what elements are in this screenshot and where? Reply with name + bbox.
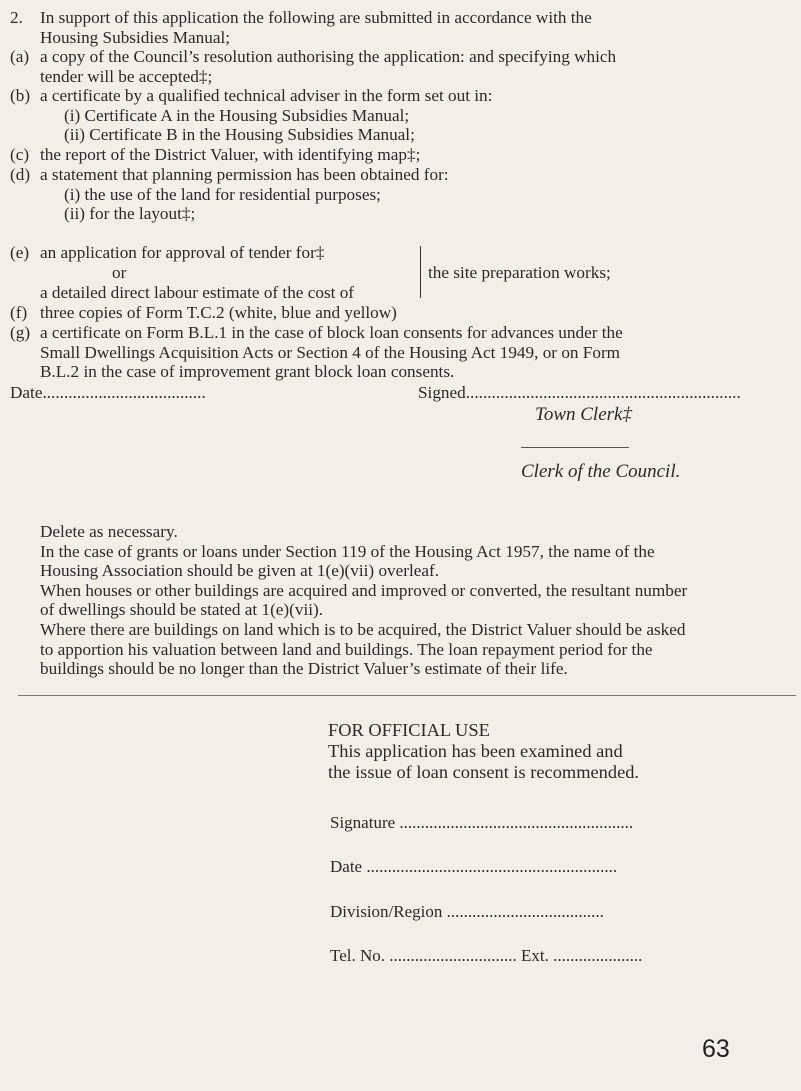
- item-label-c: (c): [10, 145, 30, 164]
- official-division-dots: .....................................: [446, 902, 604, 921]
- item-g-line: a certificate on Form B.L.1 in the case of block loan consents for advances under the: [40, 323, 623, 342]
- item-label-f: (f): [10, 303, 28, 322]
- note-line: Housing Association should be given at 1(e)(vii) overleaf.: [40, 561, 440, 581]
- town-clerk: Town Clerk‡: [535, 404, 632, 425]
- note-line: to apportion his valuation between land and buildings. The loan repayment period for the: [40, 639, 653, 659]
- signed-label: Signed: [418, 383, 466, 402]
- item-a-line: a copy of the Council’s resolution authorising the application: and specifying which: [40, 47, 617, 66]
- item-label-b: (b): [10, 86, 31, 105]
- official-tel-label: Tel. No.: [330, 946, 385, 965]
- item-e-line3-text: a detailed direct labour estimate of the cost of: [40, 283, 355, 302]
- signed-field: [418, 383, 741, 403]
- signed-dots: ................................................................: [465, 383, 741, 402]
- item-label-e: (e): [10, 243, 30, 262]
- notes: [40, 522, 795, 679]
- item-f: [40, 303, 783, 323]
- official-signature-label: Signature: [330, 813, 396, 832]
- date-field: [10, 383, 206, 403]
- item-g: [40, 323, 783, 382]
- item-f-line: three copies of Form T.C.2 (white, blue and yellow): [40, 303, 397, 322]
- official-heading: FOR OFFICIAL USE: [328, 720, 490, 740]
- clerk-of-council: Clerk of the Council.: [521, 461, 681, 482]
- official-text-line: the issue of loan consent is recommended.: [328, 762, 640, 782]
- signature-rule: [521, 447, 629, 448]
- note-line: In the case of grants or loans under Section 119 of the Housing Act 1957, the name of the: [40, 541, 655, 561]
- note-line: buildings should be no longer than the District Valuer’s estimate of their life.: [40, 659, 568, 679]
- item-e-brace-text: the site preparation works;: [428, 263, 611, 282]
- official-date-label: Date: [330, 857, 363, 876]
- official-ext-label: Ext.: [521, 946, 549, 965]
- item-a: [40, 47, 783, 86]
- official-division-field: [330, 902, 604, 922]
- official-use-block: [328, 720, 788, 783]
- item-e-line1: an application for approval of tender for‡: [40, 243, 325, 262]
- item-d: [40, 165, 783, 224]
- item-d-line: a statement that planning permission has been obtained for:: [40, 165, 449, 184]
- official-division-label: Division/Region: [330, 902, 443, 921]
- item-b-sub: (i) Certificate A in the Housing Subsidies Manual;: [64, 105, 410, 125]
- official-tel-field: [330, 946, 642, 966]
- separator-rule: [18, 695, 796, 696]
- item-g-line: Small Dwellings Acquisition Acts or Section 4 of the Housing Act 1949, or on Form: [40, 342, 621, 362]
- official-date-field: [330, 857, 617, 877]
- item-c: [40, 145, 783, 165]
- item-a-line: tender will be accepted‡;: [40, 66, 213, 86]
- official-text-line: This application has been examined and: [328, 741, 623, 761]
- note-line: Where there are buildings on land which is to be acquired, the District Valuer should be asked: [40, 619, 686, 639]
- date-label: Date: [10, 383, 43, 402]
- page-number: 63: [702, 1035, 730, 1063]
- item-label-g: (g): [10, 323, 31, 342]
- item-g-line: B.L.2 in the case of improvement grant block loan consents.: [40, 362, 455, 382]
- item-d-sub: (ii) for the layout‡;: [64, 204, 196, 224]
- note-line: of dwellings should be stated at 1(e)(vii).: [40, 600, 324, 620]
- intro-line: Housing Subsidies Manual;: [40, 27, 231, 47]
- item-c-line: the report of the District Valuer, with identifying map‡;: [40, 145, 421, 164]
- item-b-sub: (ii) Certificate B in the Housing Subsidies Manual;: [64, 125, 415, 145]
- item-d-sub: (i) the use of the land for residential purposes;: [64, 184, 381, 204]
- official-date-dots: ...........................................................: [366, 857, 618, 876]
- official-signature-dots: .......................................................: [399, 813, 634, 832]
- official-ext-dots: .....................: [553, 946, 643, 965]
- item-e: [40, 243, 783, 263]
- item-label-d: (d): [10, 165, 31, 184]
- date-dots: ......................................: [42, 383, 206, 402]
- official-tel-dots: ..............................: [389, 946, 517, 965]
- item-b: [40, 86, 783, 145]
- item-b-line: a certificate by a qualified technical adviser in the form set out in:: [40, 86, 493, 105]
- official-signature-field: [330, 813, 633, 833]
- intro-line: In support of this application the following are submitted in accordance with the: [40, 8, 592, 27]
- item-e-line3: [40, 283, 783, 303]
- item-label-a: (a): [10, 47, 30, 66]
- note-line: Delete as necessary.: [40, 522, 178, 541]
- section-intro: [40, 8, 783, 47]
- section-number: 2.: [10, 8, 23, 27]
- item-e-or: or: [112, 263, 127, 282]
- note-line: When houses or other buildings are acquired and improved or converted, the resultant number: [40, 580, 688, 600]
